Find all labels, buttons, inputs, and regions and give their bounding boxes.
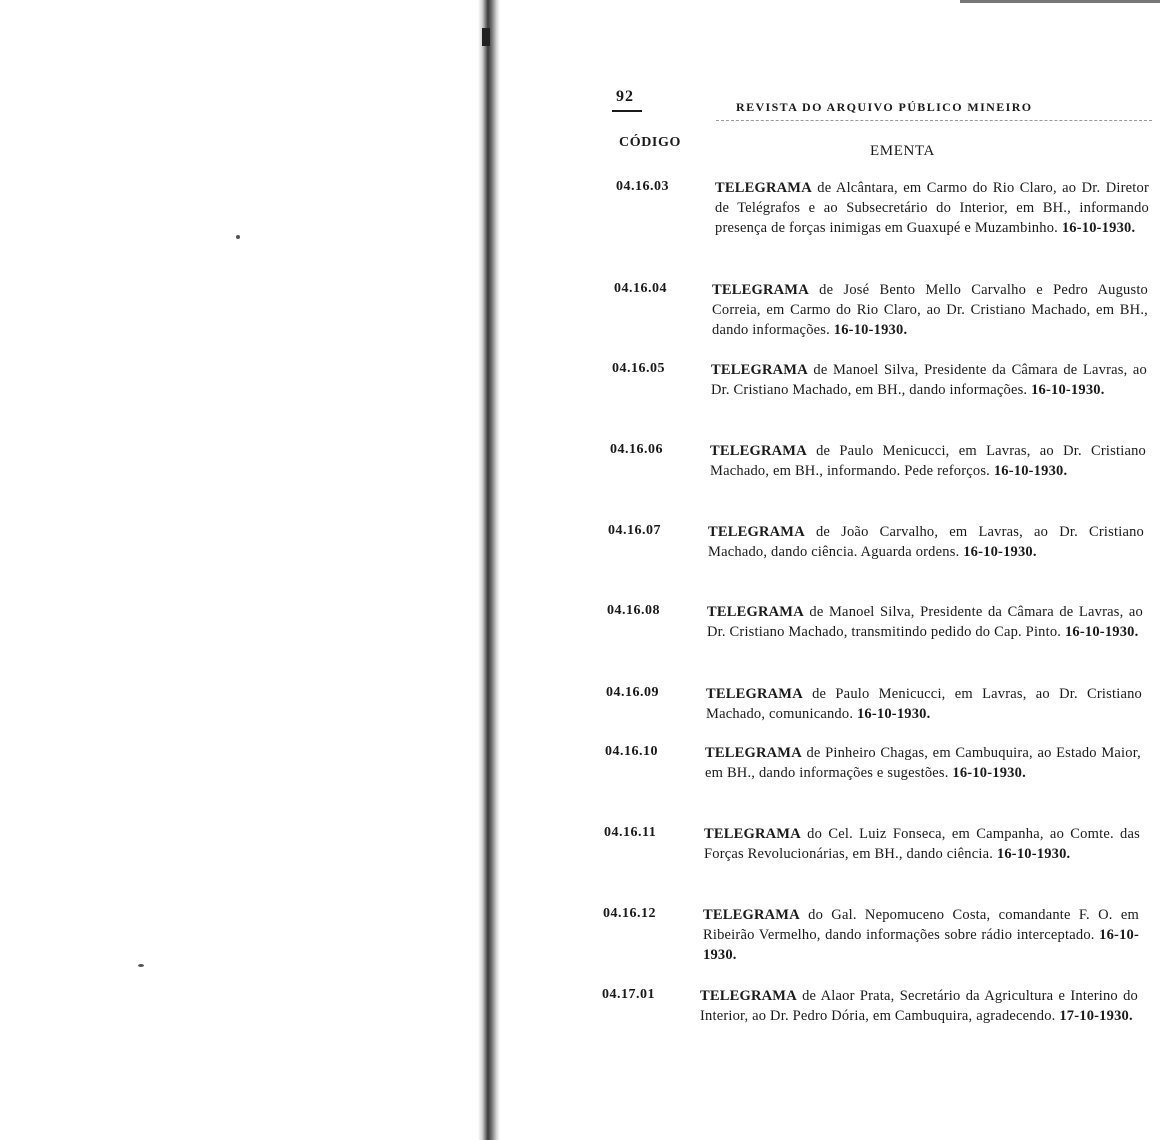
paper-speck [138, 964, 144, 967]
entry-document-type: TELEGRAMA [715, 180, 812, 196]
entry-document-type: TELEGRAMA [710, 443, 807, 459]
entry-date: 16-10-1930. [703, 927, 1139, 963]
page-number-underline [612, 110, 642, 112]
page-header [612, 88, 1152, 122]
entry-description: de Paulo Menicucci, em Lavras, ao Dr. Cristiano Machado, em BH., informando. Pede reforços. [710, 443, 1146, 479]
entry-code: 04.17.01 [602, 987, 655, 1002]
entry-code: 04.16.12 [603, 906, 656, 921]
entry-summary [707, 602, 1143, 642]
entry-document-type: TELEGRAMA [704, 826, 801, 842]
blank-left-page [0, 0, 480, 1140]
entry-description: de Paulo Menicucci, em Lavras, ao Dr. Cristiano Machado, comunicando. [706, 686, 1142, 722]
entry-summary [700, 986, 1138, 1026]
entry-code: 04.16.10 [605, 744, 658, 759]
column-heading-code: CÓDIGO [619, 135, 681, 150]
entry-document-type: TELEGRAMA [711, 362, 808, 378]
entry-date: 17-10-1930. [1059, 1008, 1133, 1024]
entry-date: 16-10-1930. [1031, 382, 1105, 398]
entry-date: 16-10-1930. [993, 463, 1068, 479]
entry-date: 16-10-1930. [963, 544, 1037, 560]
entry-description: de Manoel Silva, Presidente da Câmara de Lavras, ao Dr. Cristiano Machado, transmitindo pedido do Cap. Pinto. [707, 604, 1143, 640]
entry-code: 04.16.06 [610, 442, 663, 457]
entry-code: 04.16.04 [614, 281, 667, 296]
entry-date: 16-10-1930. [856, 706, 931, 722]
binding-mark [482, 28, 490, 46]
entry-document-type: TELEGRAMA [707, 604, 804, 620]
entry-date: 16-10-1930. [952, 765, 1026, 781]
entry-summary [710, 441, 1146, 481]
entry-code: 04.16.07 [608, 523, 661, 538]
entry-summary [712, 280, 1148, 340]
paper-speck [236, 235, 240, 239]
running-title: REVISTA DO ARQUIVO PÚBLICO MINEIRO [736, 100, 1033, 114]
book-binding-gutter [478, 0, 500, 1140]
entry-summary [705, 743, 1141, 783]
entry-date: 16-10-1930. [996, 846, 1071, 862]
entry-date: 16-10-1930. [833, 322, 908, 338]
entry-description: de José Bento Mello Carvalho e Pedro Augusto Correia, em Carmo do Rio Claro, ao Dr. Cristiano Machado, em BH., dando informações. [712, 282, 1148, 338]
page-edge-shadow [960, 0, 1160, 3]
entry-summary [715, 178, 1149, 238]
entry-document-type: TELEGRAMA [712, 282, 809, 298]
entry-code: 04.16.03 [616, 179, 669, 194]
entry-date: 16-10-1930. [1064, 624, 1139, 640]
entry-description: de Pinheiro Chagas, em Cambuquira, ao Estado Maior, em BH., dando informações e sugestões. [705, 745, 1142, 781]
entry-description: do Gal. Nepomuceno Costa, comandante F. O. em Ribeirão Vermelho, dando informações sobre rádio interceptado. [703, 907, 1139, 943]
column-heading-summary: EMENTA [870, 143, 935, 159]
entry-summary [708, 522, 1144, 562]
entry-description: de Manoel Silva, Presidente da Câmara de Lavras, ao Dr. Cristiano Machado, em BH., dando informações. [711, 362, 1147, 398]
entry-code: 04.16.05 [612, 361, 665, 376]
entry-date: 16-10-1930. [1061, 220, 1136, 236]
entry-code: 04.16.11 [604, 825, 657, 840]
entry-document-type: TELEGRAMA [708, 524, 805, 540]
entry-document-type: TELEGRAMA [700, 988, 797, 1004]
entry-summary [704, 824, 1140, 864]
entry-code: 04.16.09 [606, 685, 659, 700]
entry-description: de Alcântara, em Carmo do Rio Claro, ao Dr. Diretor de Telégrafos e ao Subsecretário do Interior, em BH., informando presença de forças inimigas em Guaxupé e Muzambinho. [715, 180, 1149, 236]
header-rule [716, 120, 1152, 122]
entry-document-type: TELEGRAMA [703, 907, 800, 923]
entry-document-type: TELEGRAMA [705, 745, 802, 761]
entry-description: do Cel. Luiz Fonseca, em Campanha, ao Comte. das Forças Revolucionárias, em BH., dando ciência. [704, 826, 1140, 862]
entry-description: de Alaor Prata, Secretário da Agricultura e Interino do Interior, ao Dr. Pedro Dória, em Cambuquira, agradecendo. [700, 988, 1138, 1024]
entry-summary [706, 684, 1142, 724]
entry-summary [703, 905, 1139, 965]
entry-document-type: TELEGRAMA [706, 686, 803, 702]
entry-description: de João Carvalho, em Lavras, ao Dr. Cristiano Machado, dando ciência. Aguarda ordens. [708, 524, 1144, 560]
entry-code: 04.16.08 [607, 603, 660, 618]
page-number: 92 [616, 88, 634, 105]
entry-summary [711, 360, 1147, 400]
